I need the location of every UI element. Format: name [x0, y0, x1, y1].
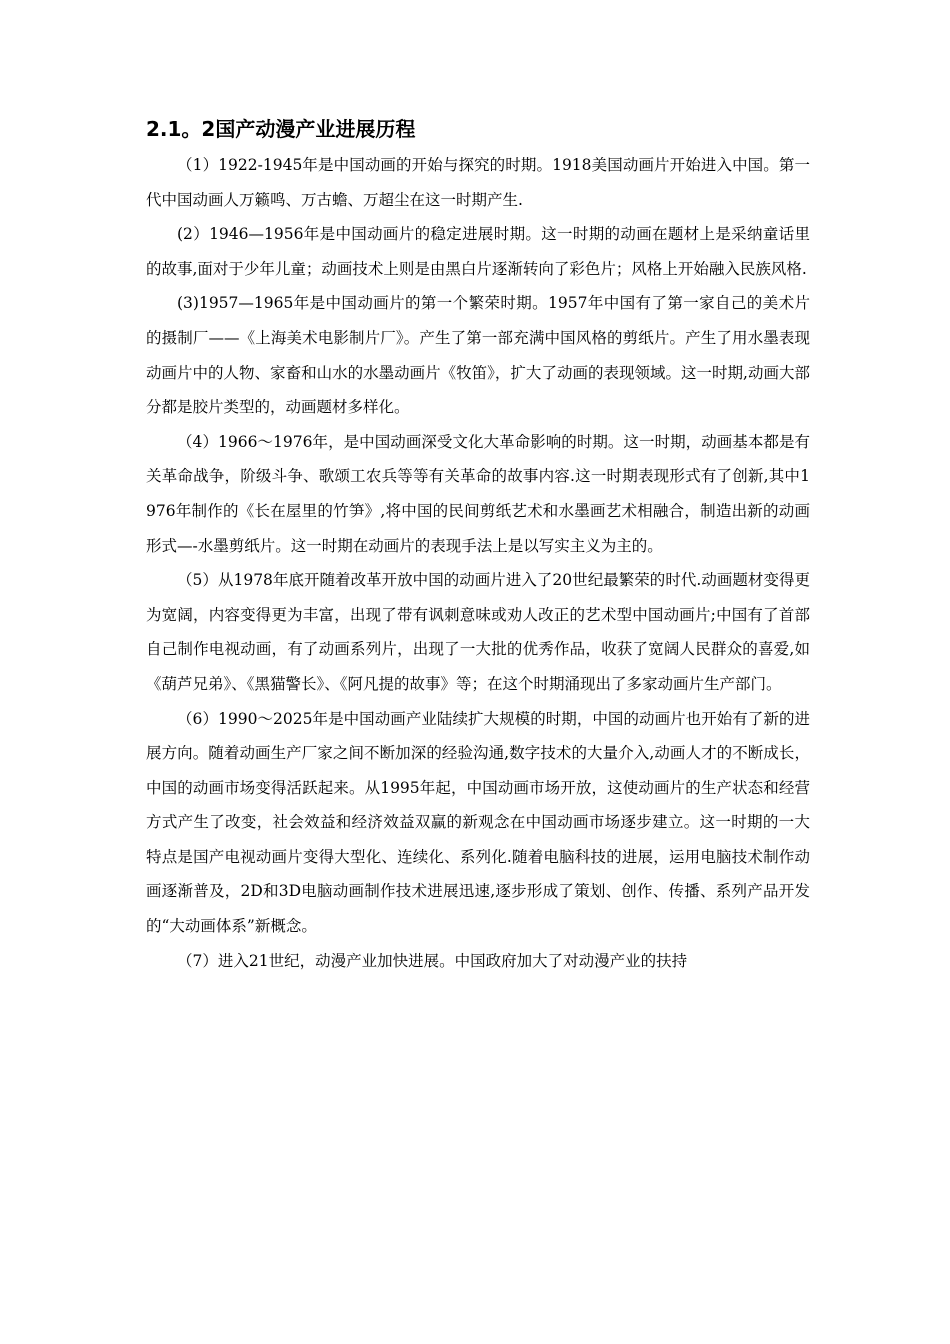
paragraph-7: （7）进入21世纪，动漫产业加快进展。中国政府加大了对动漫产业的扶持 [177, 951, 688, 970]
body-text [146, 148, 810, 978]
paragraph-5: （5）从1978年底开随着改革开放中国的动画片进入了20世纪最繁荣的时代.动画题材变得更为宽阔，内容变得更为丰富，出现了带有讽刺意味或劝人改正的艺术型中国动画片;中国有了首部自己制作电视动画，有了动画系列片，出现了一大批的优秀作品，收获了宽阔人民群众的喜爱,如《葫芦兄弟》、《黑猫警长》、《阿凡提的故事》等；在这个时期涌现出了多家动画片生产部门。 [146, 571, 810, 693]
paragraph-6: （6）1990～2025年是中国动画产业陆续扩大规模的时期，中国的动画片也开始有了新的进展方向。随着动画生产厂家之间不断加深的经验沟通,数字技术的大量介入,动画人才的不断成长，中国的动画市场变得活跃起来。从1995年起，中国动画市场开放，这使动画片的生产状态和经营方式产生了改变，社会效益和经济效益双赢的新观念在中国动画市场逐步建立。这一时期的一大特点是国产电视动画片变得大型化、连续化、系列化.随着电脑科技的进展，运用电脑技术制作动画逐渐普及，2D和3D电脑动画制作技术进展迅速,逐步形成了策划、创作、传播、系列产品开发的“大动画体系”新概念。 [146, 709, 810, 936]
paragraph-3: (3)1957—1965年是中国动画片的第一个繁荣时期。1957年中国有了第一家自己的美术片的摄制厂——《上海美术电影制片厂》。产生了第一部充满中国风格的剪纸片。产生了用水墨表现动画片中的人物、家畜和山水的水墨动画片《牧笛》，扩大了动画的表现领域。这一时期,动画大部分都是胶片类型的，动画题材多样化。 [146, 294, 810, 417]
section-heading: 2.1。2国产动漫产业进展历程 [146, 117, 416, 141]
paragraph-1: （1）1922-1945年是中国动画的开始与探究的时期。1918美国动画片开始进入中国。第一代中国动画人万籁鸣、万古蟾、万超尘在这一时期产生. [146, 156, 810, 209]
paragraph-4: （4）1966～1976年，是中国动画深受文化大革命影响的时期。这一时期，动画基本都是有关革命战争，阶级斗争、歌颂工农兵等等有关革命的故事内容.这一时期表现形式有了创新,其中1976年制作的《长在屋里的竹笋》,将中国的民间剪纸艺术和水墨画艺术相融合，制造出新的动画形式—-水墨剪纸片。这一时期在动画片的表现手法上是以写实主义为主的。 [146, 432, 810, 555]
paragraph-2: (2）1946—1956年是中国动画片的稳定进展时期。这一时期的动画在题材上是采纳童话里的故事,面对于少年儿童；动画技术上则是由黑白片逐渐转向了彩色片；风格上开始融入民族风格. [146, 225, 810, 278]
